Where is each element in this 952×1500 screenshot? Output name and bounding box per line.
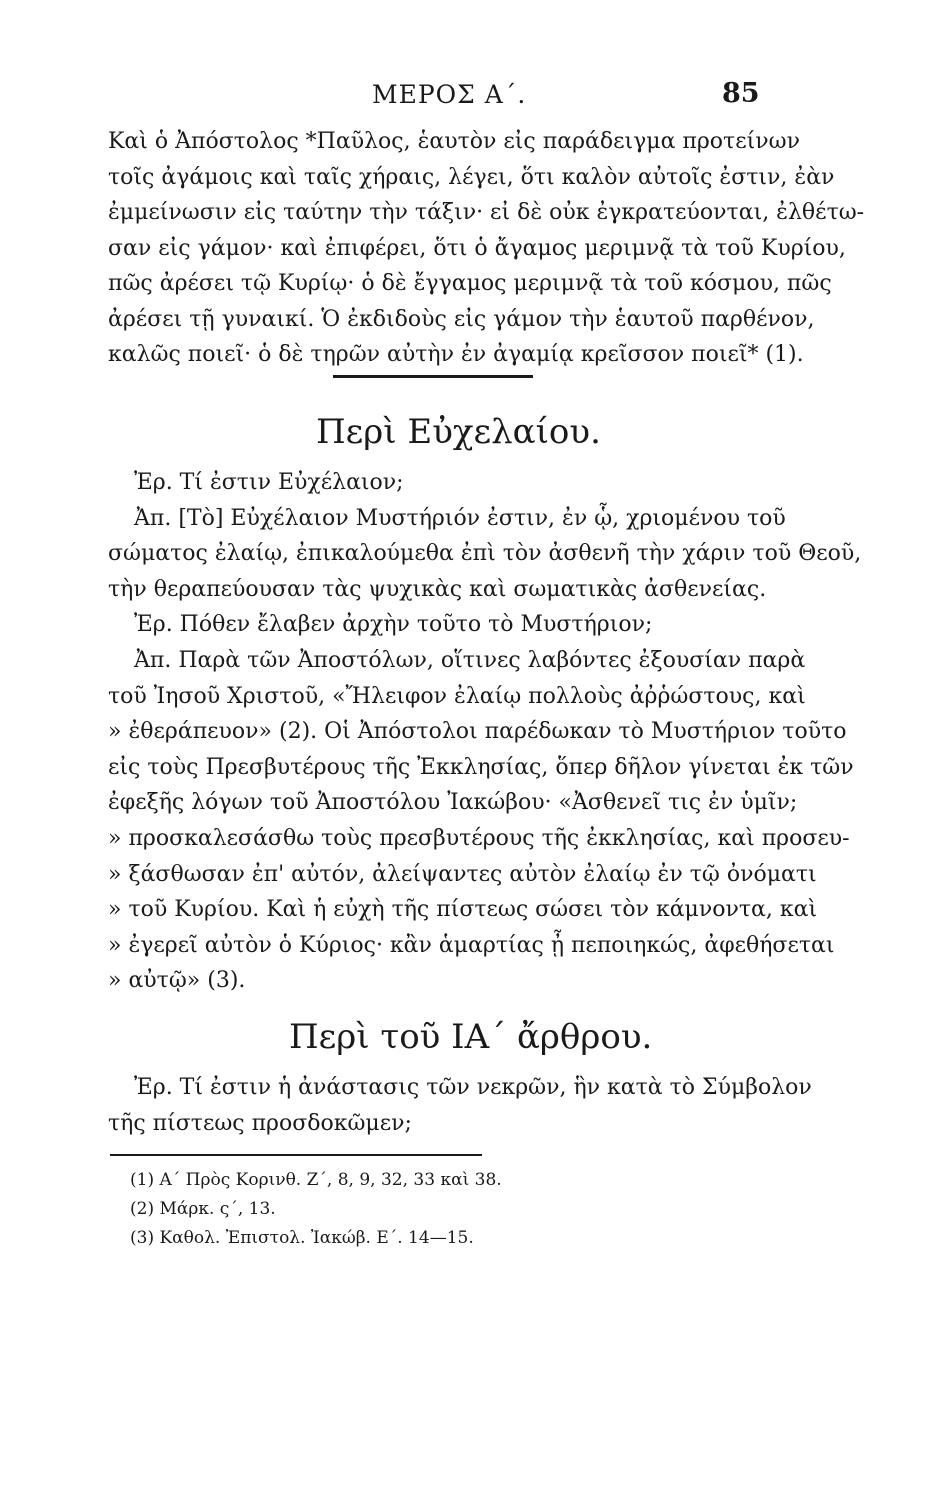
running-head	[0, 76, 952, 116]
text-line: Καὶ ὁ Ἀπόστολος *Παῦλος, ἑαυτὸν εἰς παράδειγμα προτείνων	[108, 129, 800, 154]
text-line: σώματος ἐλαίῳ, ἐπικαλούμεθα ἐπὶ τὸν ἀσθενῆ τὴν χάριν τοῦ Θεοῦ,	[108, 541, 862, 567]
text-line: ἐφεξῆς λόγων τοῦ Ἀποστόλου Ἰακώβου· «Ἀσθενεῖ τις ἐν ὑμῖν;	[108, 790, 798, 816]
text-line: » τοῦ Κυρίου. Καὶ ἡ εὐχὴ τῆς πίστεως σώσει τὸν κάμνοντα, καὶ	[108, 897, 818, 923]
text-line: » αὐτῷ» (3).	[108, 968, 246, 994]
section-divider	[333, 375, 533, 378]
answer-line: Ἀπ. [Τὸ] Εὐχέλαιον Μυστήριόν ἐστιν, ἐν ᾧ, χριομένου τοῦ	[134, 505, 786, 531]
section-article-11-body	[108, 1070, 812, 1142]
section-heading-article-11: Περὶ τοῦ ΙΑ΄ ἄρθρου.	[289, 1017, 653, 1057]
text-line: πῶς ἀρέσει τῷ Κυρίῳ· ὁ δὲ ἔγγαμος μεριμνᾷ τὰ τοῦ κόσμου, πῶς	[108, 271, 832, 296]
top-paragraph	[108, 124, 865, 373]
text-line: » προσκαλεσάσθω τοὺς πρεσβυτέρους τῆς ἐκκλησίας, καὶ προσευ-	[108, 825, 850, 851]
text-line: καλῶς ποιεῖ· ὁ δὲ τηρῶν αὐτὴν ἐν ἀγαμίᾳ κρεῖσσον ποιεῖ* (1).	[108, 342, 804, 367]
question-line: Ἐρ. Τί ἐστιν Εὐχέλαιον;	[134, 470, 404, 495]
footnotes	[130, 1166, 630, 1253]
text-line: τοῖς ἀγάμοις καὶ ταῖς χήραις, λέγει, ὅτι καλὸν αὐτοῖς ἐστιν, ἐὰν	[108, 164, 835, 190]
running-head-title: ΜΕΡΟΣ Α΄.	[372, 80, 527, 109]
question-line: Ἐρ. Πόθεν ἔλαβεν ἀρχὴν τοῦτο τὸ Μυστήριον;	[134, 612, 653, 638]
footnote-rule	[110, 1154, 482, 1156]
question-line: Ἐρ. Τί ἐστιν ἡ ἀνάστασις τῶν νεκρῶν, ἣν κατὰ τὸ Σύμβολον	[134, 1075, 812, 1100]
text-line: τῆς πίστεως προσδοκῶμεν;	[108, 1111, 412, 1136]
text-line: τοῦ Ἰησοῦ Χριστοῦ, «Ἤλειφον ἐλαίῳ πολλοὺς ἀῤῥώστους, καὶ	[108, 683, 806, 709]
section-heading-euchelaion: Περὶ Εὐχελαίου.	[316, 412, 601, 452]
footnote-2: (2) Μάρκ. ς΄, 13.	[130, 1199, 276, 1219]
page-number: 85	[722, 78, 760, 109]
text-line: τὴν θεραπεύουσαν τὰς ψυχικὰς καὶ σωματικὰς ἀσθενείας.	[108, 576, 767, 602]
text-line: » ἐγερεῖ αὐτὸν ὁ Κύριος· κἂν ἁμαρτίας ᾖ πεποιηκώς, ἀφεθήσεται	[108, 932, 835, 958]
section-euchelaion-body	[108, 465, 862, 999]
text-line: ἐμμείνωσιν εἰς ταύτην τὴν τάξιν· εἰ δὲ οὐκ ἐγκρατεύονται, ἐλθέτω-	[108, 200, 865, 225]
footnote-3: (3) Καθολ. Ἐπιστολ. Ἰακώβ. Ε΄. 14—15.	[130, 1228, 474, 1248]
answer-line: Ἀπ. Παρὰ τῶν Ἀποστόλων, οἵτινες λαβόντες ἐξουσίαν παρὰ	[134, 647, 806, 673]
text-line: » ἐθεράπευον» (2). Οἱ Ἀπόστολοι παρέδωκαν τὸ Μυστήριον τοῦτο	[108, 719, 847, 745]
text-line: » ξάσθωσαν ἐπ' αὐτόν, ἀλείψαντες αὐτὸν ἐλαίῳ ἐν τῷ ὀνόματι	[108, 861, 817, 887]
text-line: εἰς τοὺς Πρεσβυτέρους τῆς Ἐκκλησίας, ὅπερ δῆλον γίνεται ἐκ τῶν	[108, 754, 854, 780]
footnote-1: (1) Α΄ Πρὸς Κορινθ. Ζ΄, 8, 9, 32, 33 καὶ 38.	[130, 1170, 502, 1190]
text-line: ἀρέσει τῇ γυναικί. Ὁ ἐκδιδοὺς εἰς γάμον τὴν ἑαυτοῦ παρθένον,	[108, 306, 815, 332]
text-line: σαν εἰς γάμον· καὶ ἐπιφέρει, ὅτι ὁ ἄγαμος μεριμνᾷ τὰ τοῦ Κυρίου,	[108, 235, 846, 261]
